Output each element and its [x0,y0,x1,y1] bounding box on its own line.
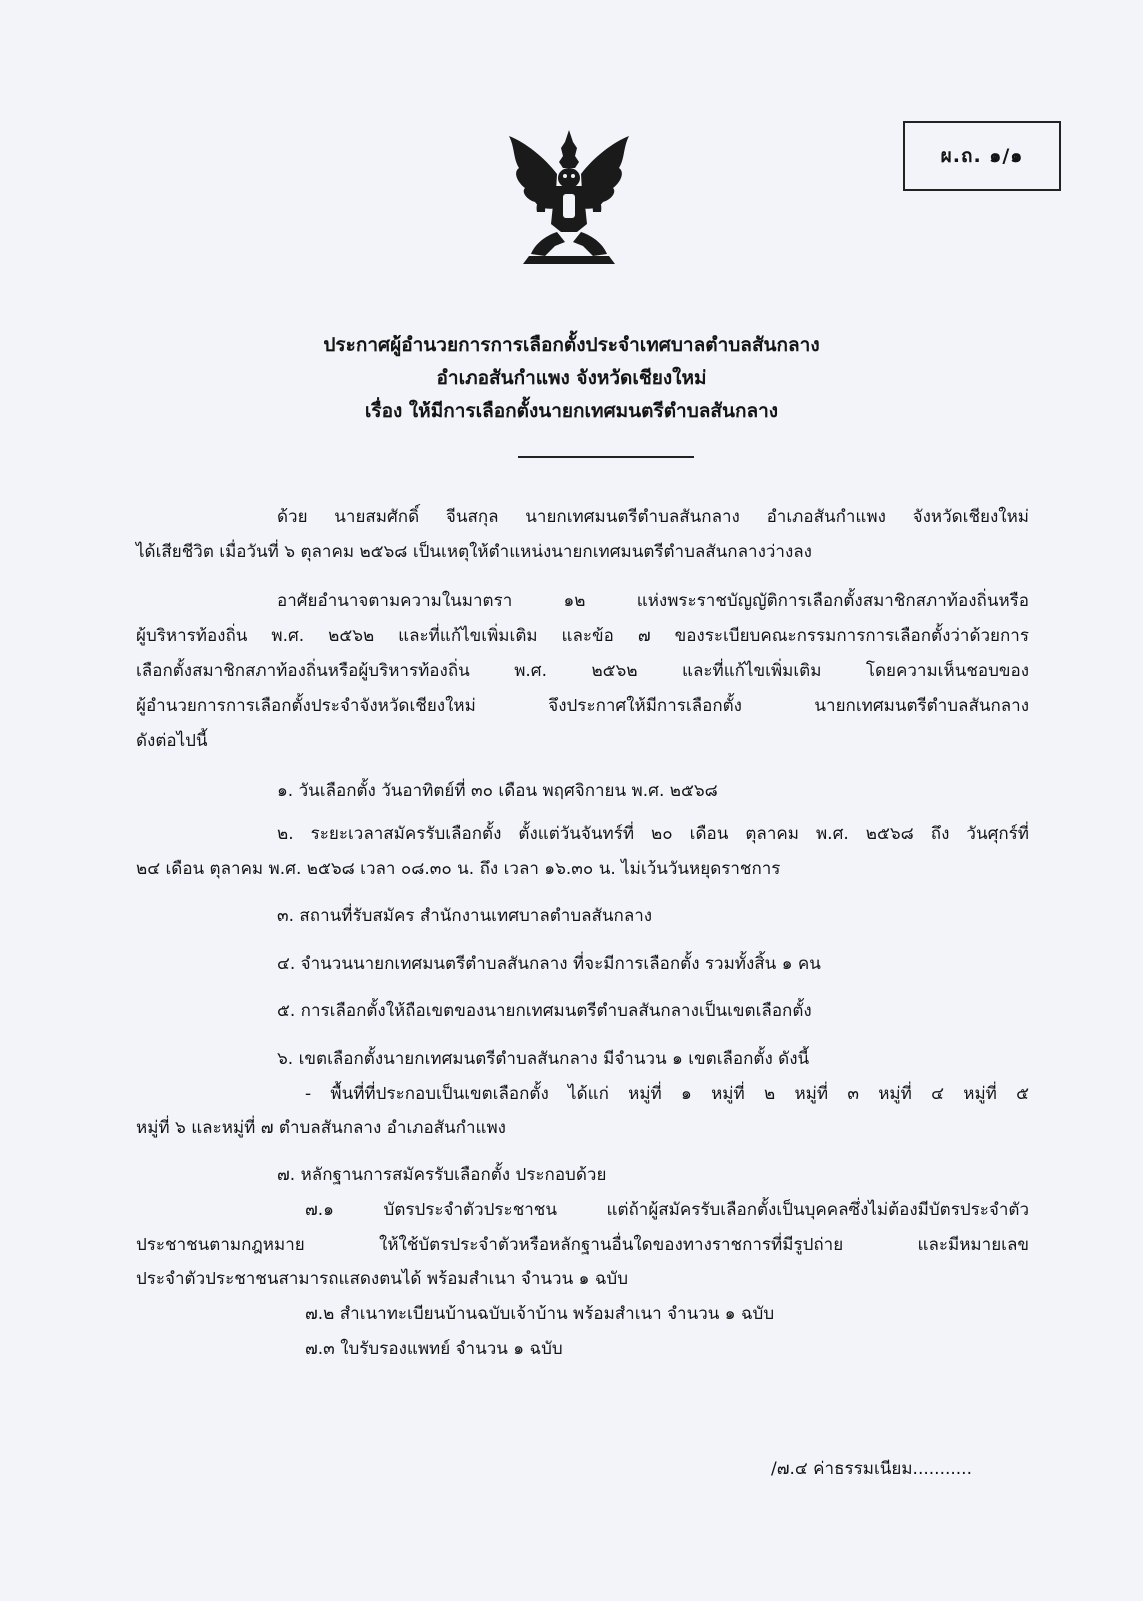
paragraph-1-line-2: ได้เสียชีวิต เมื่อวันที่ ๖ ตุลาคม ๒๕๖๘ เป็นเหตุให้ตำแหน่งนายกเทศมนตรีตำบลสันกลางว่างลง [136,542,812,562]
paragraph-2-line-1: อาศัยอำนาจตามความในมาตรา ๑๒ แห่งพระราชบัญญัติการเลือกตั้งสมาชิกสภาท้องถิ่นหรือ [277,591,1029,611]
item-2-line-2: ๒๔ เดือน ตุลาคม พ.ศ. ๒๕๖๘ เวลา ๐๘.๓๐ น. ถึง เวลา ๑๖.๓๐ น. ไม่เว้นวันหยุดราชการ [136,859,781,879]
paragraph-2-line-5: ดังต่อไปนี้ [136,731,208,751]
item-6-sub-line-2: หมู่ที่ ๖ และหมู่ที่ ๗ ตำบลสันกลาง อำเภอสันกำแพง [136,1118,506,1138]
item-6: ๖. เขตเลือกตั้งนายกเทศมนตรีตำบลสันกลาง มีจำนวน ๑ เขตเลือกตั้ง ดังนี้ [277,1049,810,1069]
heading-line-1: ประกาศผู้อำนวยการการเลือกตั้งประจำเทศบาลตำบลสันกลาง [323,334,820,356]
item-2-line-1: ๒. ระยะเวลาสมัครรับเลือกตั้ง ตั้งแต่วันจันทร์ที่ ๒๐ เดือน ตุลาคม พ.ศ. ๒๕๖๘ ถึง วันศุกร์ที่ [277,824,1029,844]
heading-line-3: เรื่อง ให้มีการเลือกตั้งนายกเทศมนตรีตำบลสันกลาง [364,400,779,422]
garuda-emblem-icon [505,128,633,268]
heading-divider [518,456,694,458]
paragraph-2-line-3: เลือกตั้งสมาชิกสภาท้องถิ่นหรือผู้บริหารท้องถิ่น พ.ศ. ๒๕๖๒ และที่แก้ไขเพิ่มเติม โดยความเห็นชอบของ [136,661,1029,681]
item-7-1-line-1: ๗.๑ บัตรประจำตัวประชาชน แต่ถ้าผู้สมัครรับเลือกตั้งเป็นบุคคลซึ่งไม่ต้องมีบัตรประจำตัว [305,1200,1029,1220]
item-3: ๓. สถานที่รับสมัคร สำนักงานเทศบาลตำบลสันกลาง [277,906,653,926]
item-1: ๑. วันเลือกตั้ง วันอาทิตย์ที่ ๓๐ เดือน พฤศจิกายน พ.ศ. ๒๕๖๘ [277,781,718,801]
item-6-sub-line-1: - พื้นที่ที่ประกอบเป็นเขตเลือกตั้ง ได้แก่ หมู่ที่ ๑ หมู่ที่ ๒ หมู่ที่ ๓ หมู่ที่ ๔ หมู่ที่ ๕ [305,1084,1029,1104]
paragraph-2-line-2: ผู้บริหารท้องถิ่น พ.ศ. ๒๕๖๒ และที่แก้ไขเพิ่มเติม และข้อ ๗ ของระเบียบคณะกรรมการการเลือกตั้งว่าด้วยการ [136,626,1029,646]
item-7-2: ๗.๒ สำเนาทะเบียนบ้านฉบับเจ้าบ้าน พร้อมสำเนา จำนวน ๑ ฉบับ [305,1304,775,1324]
item-7: ๗. หลักฐานการสมัครรับเลือกตั้ง ประกอบด้วย [277,1165,607,1185]
heading-line-2: อำเภอสันกำแพง จังหวัดเชียงใหม่ [436,367,707,389]
item-7-3: ๗.๓ ใบรับรองแพทย์ จำนวน ๑ ฉบับ [305,1339,563,1359]
item-7-1-line-3: ประจำตัวประชาชนสามารถแสดงตนได้ พร้อมสำเนา จำนวน ๑ ฉบับ [136,1269,628,1289]
continuation-note: /๗.๔ ค่าธรรมเนียม........... [771,1459,972,1479]
paragraph-1-line-1: ด้วย นายสมศักดิ์ จีนสกุล นายกเทศมนตรีตำบลสันกลาง อำเภอสันกำแพง จังหวัดเชียงใหม่ [277,507,1029,527]
form-code-box: ผ.ถ. ๑/๑ [903,121,1061,191]
paragraph-2-line-4: ผู้อำนวยการการเลือกตั้งประจำจังหวัดเชียงใหม่ จึงประกาศให้มีการเลือกตั้ง นายกเทศมนตรีตำบลสันกลาง [136,696,1029,716]
item-7-1-line-2: ประชาชนตามกฎหมาย ให้ใช้บัตรประจำตัวหรือหลักฐานอื่นใดของทางราชการที่มีรูปถ่าย และมีหมายเลข [136,1235,1029,1255]
item-4: ๔. จำนวนนายกเทศมนตรีตำบลสันกลาง ที่จะมีการเลือกตั้ง รวมทั้งสิ้น ๑ คน [277,954,821,974]
item-5: ๕. การเลือกตั้งให้ถือเขตของนายกเทศมนตรีตำบลสันกลางเป็นเขตเลือกตั้ง [277,1001,812,1021]
